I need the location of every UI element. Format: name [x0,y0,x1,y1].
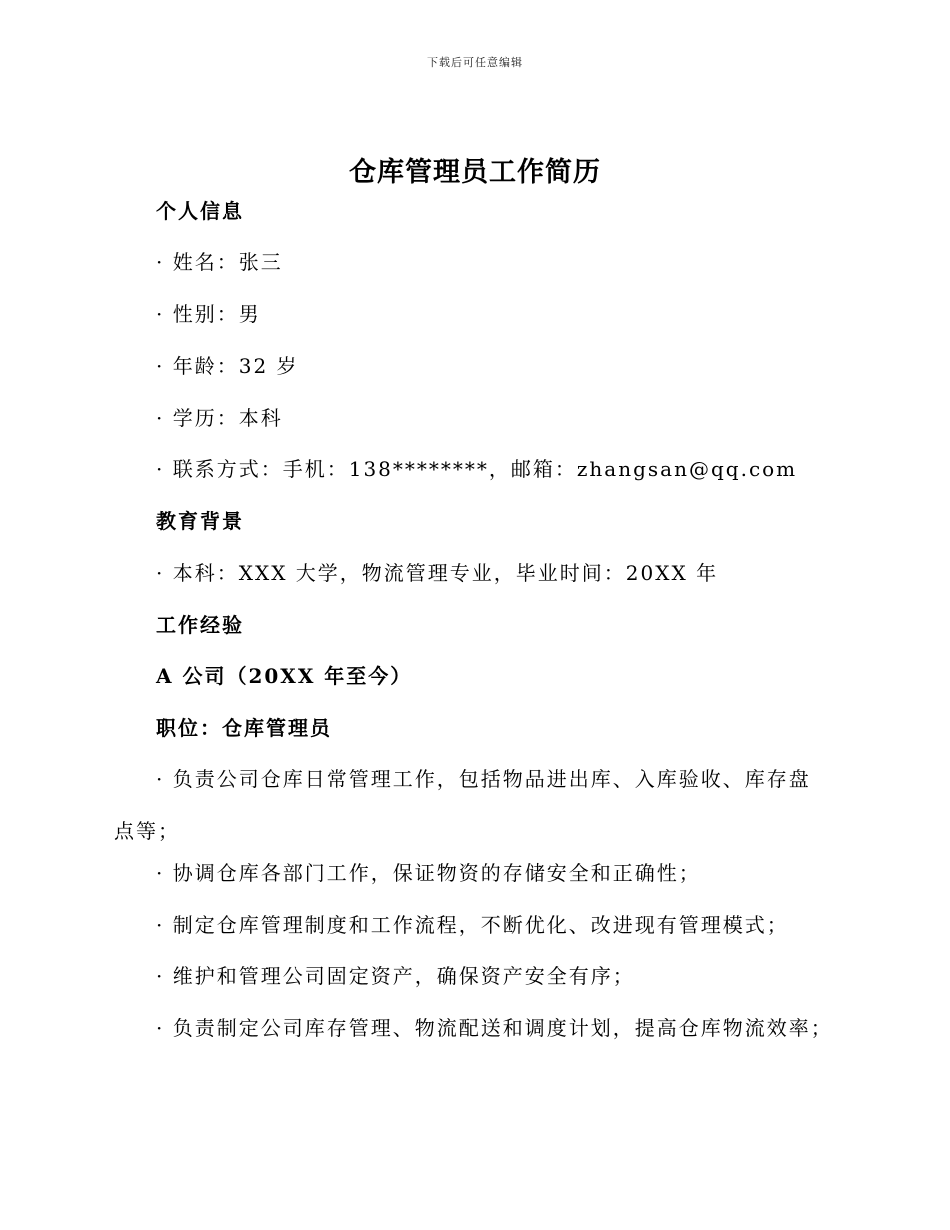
work-duty-item: · 维护和管理公司固定资产，确保资产安全有序； [156,964,635,988]
personal-info-age: · 年龄：32 岁 [156,354,299,378]
education-item: · 本科：XXX 大学，物流管理专业，毕业时间：20XX 年 [156,561,719,585]
section-heading-work-experience: 工作经验 [156,613,244,637]
work-duty-item: · 制定仓库管理制度和工作流程，不断优化、改进现有管理模式； [156,913,789,937]
work-position: 职位：仓库管理员 [156,716,332,740]
work-company: A 公司（20XX 年至今） [156,664,413,688]
page-header-note: 下载后可任意编辑 [427,56,523,69]
work-duty-paragraph: · 负责公司仓库日常管理工作，包括物品进出库、入库验收、库存盘点等； [114,767,811,843]
section-heading-education: 教育背景 [156,509,244,533]
document-title: 仓库管理员工作简历 [349,157,601,188]
work-duty-item: · 负责制定公司库存管理、物流配送和调度计划，提高仓库物流效率； [156,1016,833,1040]
section-heading-personal-info: 个人信息 [156,199,244,223]
personal-info-name: · 姓名：张三 [156,250,283,274]
personal-info-education: · 学历：本科 [156,406,283,430]
personal-info-contact: · 联系方式：手机：138********，邮箱：zhangsan@qq.com [156,457,798,481]
personal-info-gender: · 性别：男 [156,302,261,326]
work-duty-item: · 协调仓库各部门工作，保证物资的存储安全和正确性； [156,861,701,885]
